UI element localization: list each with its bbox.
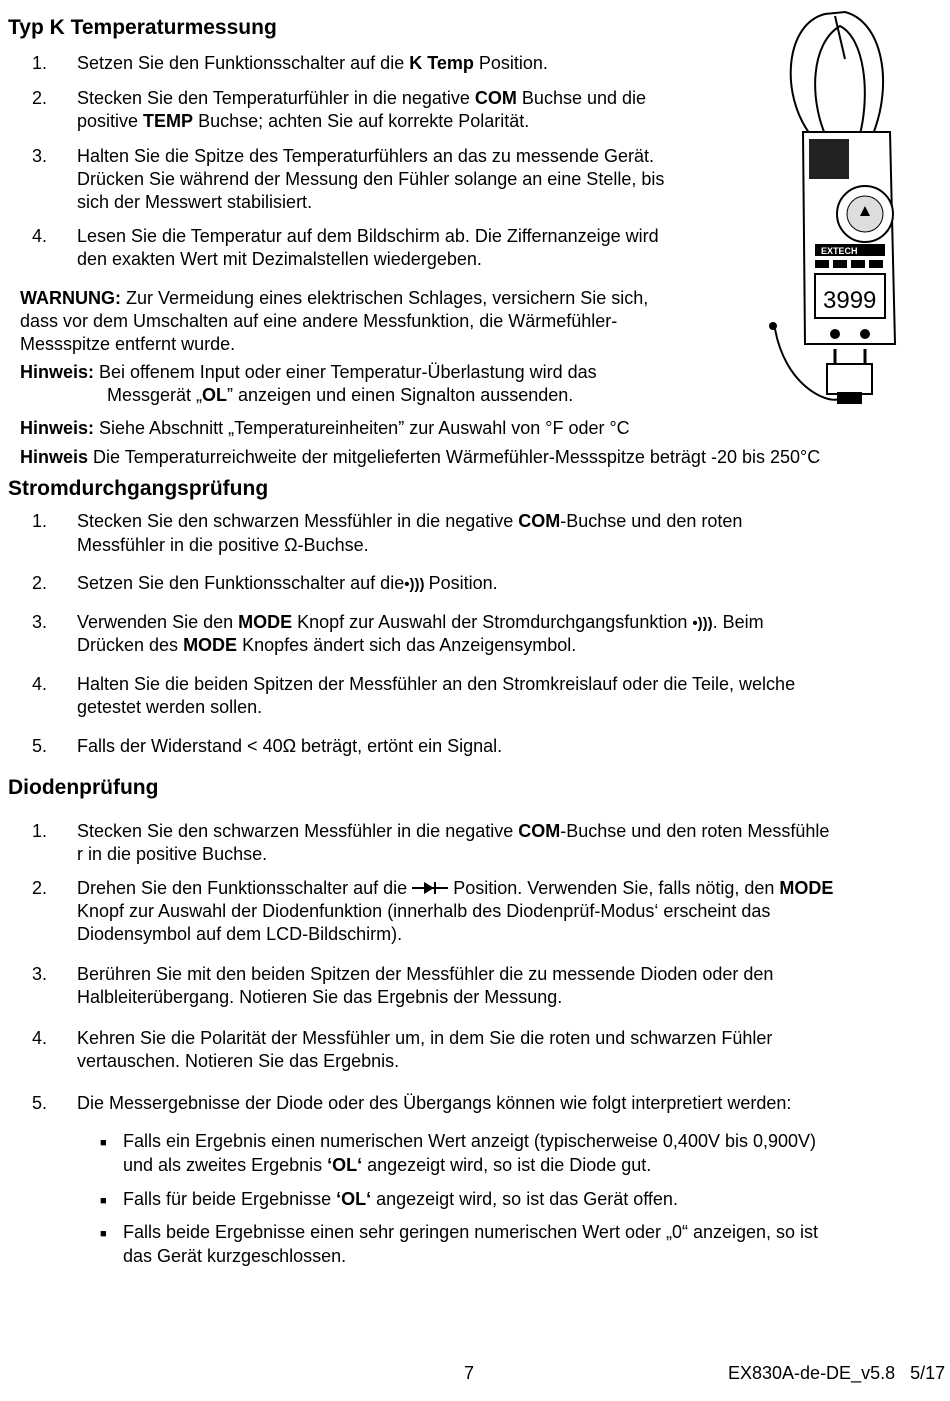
- section-title-diode: Diodenprüfung: [8, 776, 159, 799]
- list-item-text: Setzen Sie den Funktionsschalter auf die•))) Position.: [77, 573, 498, 593]
- list-item-text: Drehen Sie den Funktionsschalter auf die Position. Verwenden Sie, falls nötig, den MODE: [77, 878, 834, 898]
- list-item-text: Setzen Sie den Funktionsschalter auf die K Temp Position.: [77, 53, 548, 73]
- list-item-text: Die Messergebnisse der Diode oder des Übergangs können wie folgt interpretiert werden:: [77, 1093, 792, 1113]
- page-number: 7: [464, 1363, 475, 1383]
- list-number: 1.: [32, 821, 48, 841]
- list-item-text: Halten Sie die Spitze des Temperaturfühlers an das zu messende Gerät.: [77, 146, 654, 166]
- list-item-text: Drücken des MODE Knopfes ändert sich das Anzeigensymbol.: [77, 635, 577, 655]
- diode-icon: [412, 881, 448, 895]
- continuity-icon: •))): [692, 615, 713, 632]
- list-number: 3.: [32, 612, 48, 632]
- section-title-temperature: Typ K Temperaturmessung: [8, 16, 277, 39]
- list-number: 2.: [32, 573, 48, 593]
- bullet-marker: ■: [100, 1228, 107, 1240]
- bullet-text: Falls beide Ergebnisse einen sehr geringen numerischen Wert oder „0“ anzeigen, so ist: [123, 1222, 819, 1242]
- list-item-text: Halten Sie die beiden Spitzen der Messfühler an den Stromkreislauf oder die Teile, welche: [77, 674, 796, 694]
- bullet-marker: ■: [100, 1195, 107, 1207]
- list-item-text: getestet werden sollen.: [77, 697, 263, 717]
- list-number: 4.: [32, 674, 48, 694]
- section-title-continuity: Stromdurchgangsprüfung: [8, 477, 269, 500]
- list-item-text: Berühren Sie mit den beiden Spitzen der Messfühler die zu messende Dioden oder den: [77, 964, 774, 984]
- list-item-text: Stecken Sie den schwarzen Messfühler in die negative COM-Buchse und den roten Messfühle: [77, 821, 830, 841]
- list-number: 5.: [32, 736, 48, 756]
- note-text: Hinweis: Bei offenem Input oder einer Temperatur-Überlastung wird das: [20, 362, 597, 382]
- meter-brand: EXTECH: [821, 246, 858, 256]
- list-number: 4.: [32, 226, 48, 246]
- list-item-text: Diodensymbol auf dem LCD-Bildschirm).: [77, 924, 403, 944]
- list-item-text: vertauschen. Notieren Sie das Ergebnis.: [77, 1051, 400, 1071]
- clamp-meter-illustration: [765, 4, 935, 434]
- list-item-text: Falls der Widerstand < 40Ω beträgt, ertönt ein Signal.: [77, 736, 503, 756]
- list-item-text: r in die positive Buchse.: [77, 844, 268, 864]
- list-number: 2.: [32, 878, 48, 898]
- list-item-text: Verwenden Sie den MODE Knopf zur Auswahl der Stromdurchgangsfunktion •))). Beim: [77, 612, 764, 632]
- list-item-text: Kehren Sie die Polarität der Messfühler um, in dem Sie die roten und schwarzen Fühler: [77, 1028, 773, 1048]
- note-text: Hinweis: Siehe Abschnitt „Temperatureinheiten” zur Auswahl von °F oder °C: [20, 418, 630, 438]
- list-number: 3.: [32, 964, 48, 984]
- list-number: 1.: [32, 53, 48, 73]
- list-number: 2.: [32, 88, 48, 108]
- bullet-text: Falls für beide Ergebnisse ‘OL‘ angezeigt wird, so ist das Gerät offen.: [123, 1189, 678, 1209]
- list-number: 5.: [32, 1093, 48, 1113]
- bullet-marker: ■: [100, 1137, 107, 1149]
- list-item-text: Stecken Sie den schwarzen Messfühler in die negative COM-Buchse und den roten: [77, 511, 743, 531]
- list-item-text: sich der Messwert stabilisiert.: [77, 192, 313, 212]
- meter-display: 3999: [823, 287, 877, 314]
- continuity-icon: •))): [404, 576, 429, 593]
- list-item-text: positive TEMP Buchse; achten Sie auf korrekte Polarität.: [77, 111, 530, 131]
- list-item-text: Halbleiterübergang. Notieren Sie das Ergebnis der Messung.: [77, 987, 563, 1007]
- warning-text: WARNUNG: Zur Vermeidung eines elektrischen Schlages, versichern Sie sich,: [20, 288, 649, 308]
- bullet-text: Falls ein Ergebnis einen numerischen Wert anzeigt (typischerweise 0,400V bis 0,900V): [123, 1131, 817, 1151]
- list-item-text: den exakten Wert mit Dezimalstellen wiedergeben.: [77, 249, 482, 269]
- note-text: Messgerät „OL” anzeigen und einen Signalton aussenden.: [107, 385, 574, 405]
- list-number: 1.: [32, 511, 48, 531]
- list-item-text: Knopf zur Auswahl der Diodenfunktion (innerhalb des Diodenprüf-Modus‘ erscheint das: [77, 901, 771, 921]
- note-text: Hinweis Die Temperaturreichweite der mitgelieferten Wärmefühler-Messspitze beträgt -20 bis 250°C: [20, 447, 821, 467]
- bullet-text: das Gerät kurzgeschlossen.: [123, 1246, 347, 1266]
- warning-text: dass vor dem Umschalten auf eine andere Messfunktion, die Wärmefühler-: [20, 311, 618, 331]
- document-id: EX830A-de-DE_v5.8 5/17: [728, 1363, 946, 1383]
- bullet-text: und als zweites Ergebnis ‘OL‘ angezeigt wird, so ist die Diode gut.: [123, 1155, 652, 1175]
- list-number: 4.: [32, 1028, 48, 1048]
- list-item-text: Stecken Sie den Temperaturfühler in die negative COM Buchse und die: [77, 88, 647, 108]
- list-item-text: Messfühler in die positive Ω-Buchse.: [77, 535, 369, 555]
- list-item-text: Drücken Sie während der Messung den Fühler solange an eine Stelle, bis: [77, 169, 665, 189]
- warning-text: Messspitze entfernt wurde.: [20, 334, 236, 354]
- list-number: 3.: [32, 146, 48, 166]
- list-item-text: Lesen Sie die Temperatur auf dem Bildschirm ab. Die Ziffernanzeige wird: [77, 226, 659, 246]
